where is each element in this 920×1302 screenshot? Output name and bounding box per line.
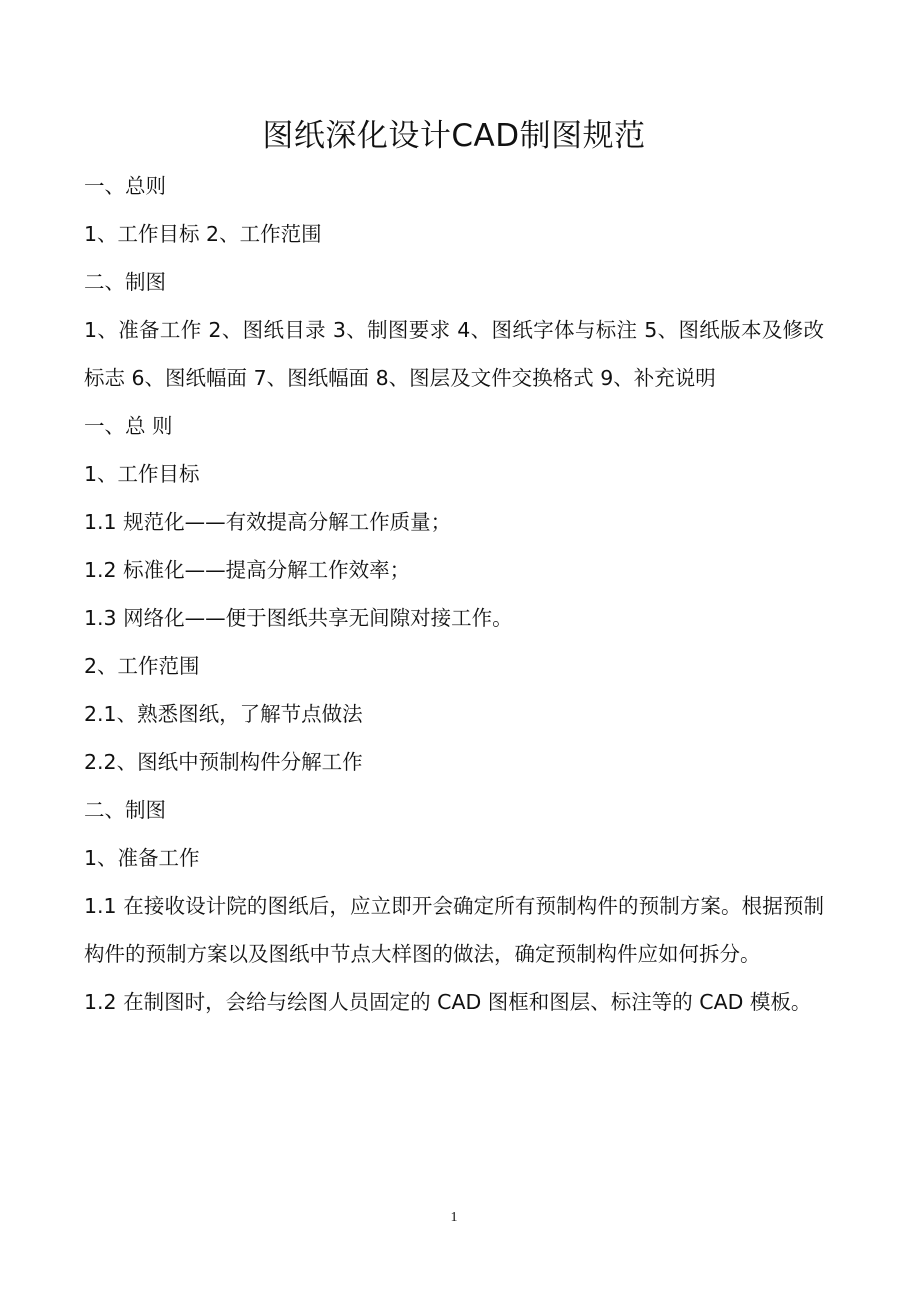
paragraph: 2.1、熟悉图纸，了解节点做法 <box>84 702 363 726</box>
section-heading: 二、制图 <box>84 270 166 294</box>
subsection-heading: 2、工作范围 <box>84 654 200 678</box>
paragraph: 1.1 规范化——有效提高分解工作质量； <box>84 510 452 534</box>
section-heading: 二、制图 <box>84 798 166 822</box>
paragraph: 1.2 标准化——提高分解工作效率； <box>84 558 411 582</box>
paragraph: 1.2 在制图时，会给与绘图人员固定的 CAD 图框和图层、标注等的 CAD 模板。 <box>84 990 812 1014</box>
toc-line: 1、工作目标 2、工作范围 <box>84 222 322 246</box>
subsection-heading: 1、工作目标 <box>84 462 200 486</box>
section-heading: 一、总则 <box>84 174 166 198</box>
section-heading: 一、总 则 <box>84 414 173 438</box>
document-body <box>84 162 824 1026</box>
paragraph: 1.3 网络化——便于图纸共享无间隙对接工作。 <box>84 606 513 630</box>
toc-line: 1、准备工作 2、图纸目录 3、制图要求 4、图纸字体与标注 5、图纸版本及修改标志 6、图纸幅面 7、图纸幅面 8、图层及文件交换格式 9、补充说明 <box>84 318 824 390</box>
paragraph: 2.2、图纸中预制构件分解工作 <box>84 750 363 774</box>
page-number: 1 <box>450 1210 458 1225</box>
page-title: 图纸深化设计CAD制图规范 <box>262 118 646 154</box>
subsection-heading: 1、准备工作 <box>84 846 200 870</box>
paragraph: 1.1 在接收设计院的图纸后，应立即开会确定所有预制构件的预制方案。根据预制构件的预制方案以及图纸中节点大样图的做法，确定预制构件应如何拆分。 <box>84 894 824 966</box>
